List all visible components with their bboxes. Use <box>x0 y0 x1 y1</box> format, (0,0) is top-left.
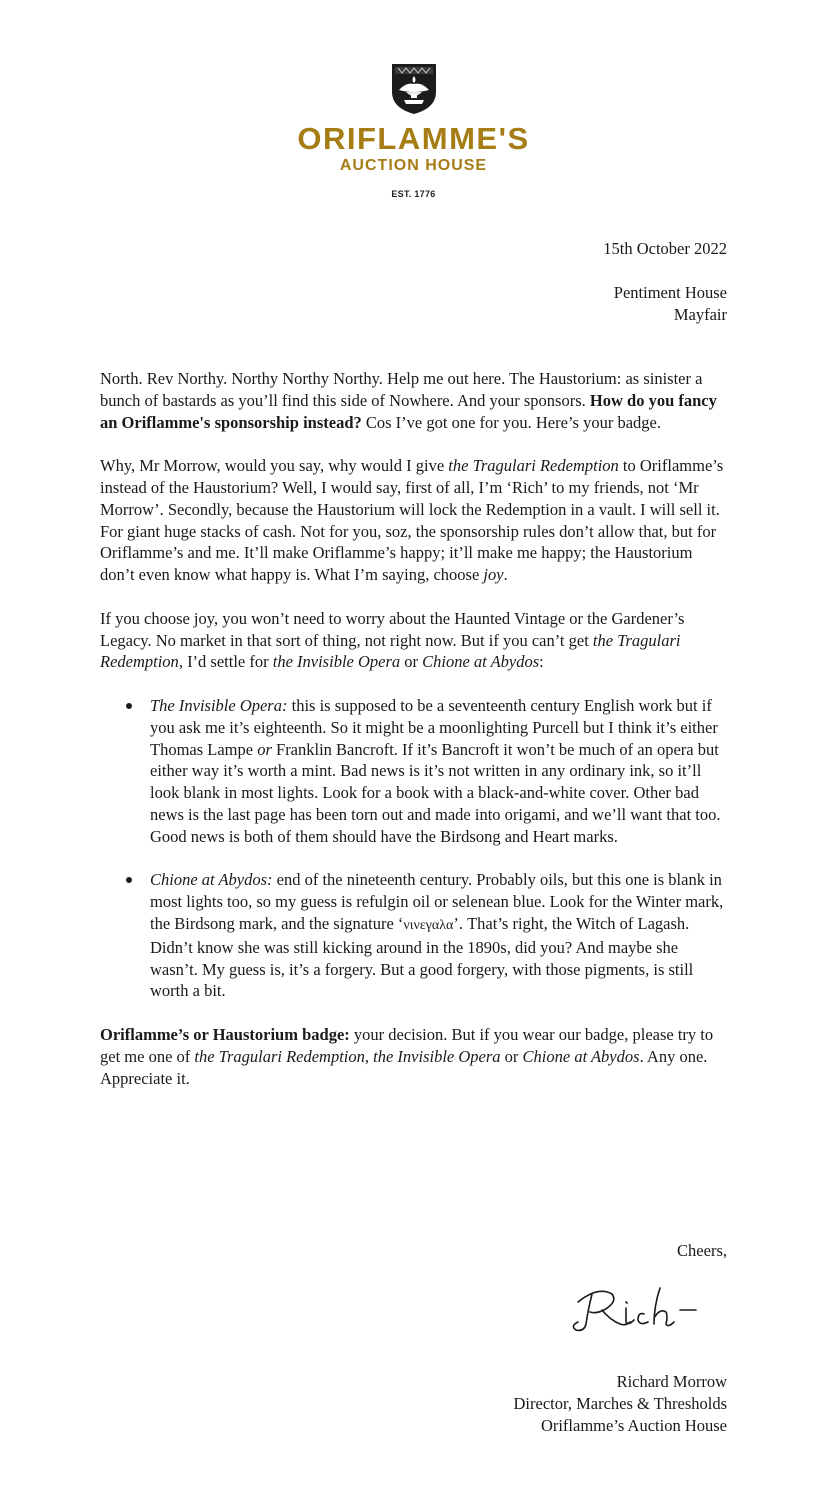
signatory-title: Director, Marches & Thresholds <box>513 1394 727 1413</box>
paragraph-text: . Any one. Appreciate it. <box>100 1046 708 1088</box>
letter-date: 15th October 2022 <box>603 239 727 258</box>
paragraph-text: or <box>400 652 423 672</box>
italic-text: Chione at Abydos <box>422 652 540 672</box>
established-year: EST. 1776 <box>391 189 436 199</box>
italic-text: Chione at Abydos <box>522 1046 640 1066</box>
address-block <box>614 282 727 326</box>
bullet-list <box>100 695 730 1002</box>
paragraph-text: . <box>503 565 508 585</box>
signatory-block <box>514 1371 727 1437</box>
bullet-item-invisible-opera <box>150 695 730 848</box>
bullet-dot-icon <box>126 703 132 709</box>
letter-body <box>100 368 730 1111</box>
paragraph-text: , <box>364 1046 374 1066</box>
paragraph-text: to Oriflamme’s instead of the Haustorium? Well, I would say, first of all, I’m ‘Rich’ to my friends, not ‘Mr Morrow’. Secondly, because the Haustorium will lock the Redemption in a vault. I will sell it. For giant huge stacks of cash. Not for you, soz, the sponsorship rules don’t allow that, but for Oriflamme’s and me. It’ll make Oriflamme’s happy; it’ll make me happy; the Haustorium don’t even know what happy is. What I’m saying, choose <box>100 456 724 585</box>
signatory-name: Richard Morrow <box>616 1372 727 1391</box>
paragraph-text: your decision. But if you wear our badge, please try to get me one of <box>100 1024 714 1066</box>
italic-text: the Invisible Opera <box>272 652 401 672</box>
crest-lamp-icon <box>390 62 438 116</box>
paragraph-text: , I’d settle for <box>178 652 273 672</box>
paragraph-text: Cos I’ve got one for you. Here’s your badge. <box>361 412 661 432</box>
bold-text: How do you fancy an Oriflamme's sponsorship instead? <box>100 390 717 432</box>
bullet-dot-icon <box>126 877 132 883</box>
signatory-company: Oriflamme’s Auction House <box>540 1416 727 1435</box>
italic-text: Chione at Abydos: <box>150 870 273 890</box>
address-line-1: Pentiment House <box>613 283 727 302</box>
paragraph-text: Franklin Bancroft. If it’s Bancroft it won’t be much of an opera but either way it’s worth a mint. Bad news is it’s not written in any ordinary ink, so it’ll look blank in most lights. Look for a book with a black-and-white cover. Other bad news is the last page has been torn out and made into origami, and we’ll want that too. Good news is both of them should have the Birdsong and Heart marks. <box>150 739 721 846</box>
paragraph-text: North. Rev Northy. Northy Northy Northy. Help me out here. The Haustorium: as sinister a bunch of bastards as you’ll find this side of Nowhere. And your sponsors. <box>100 369 703 410</box>
address-line-2: Mayfair <box>673 305 727 324</box>
italic-text: or <box>257 739 272 759</box>
paragraph-4 <box>100 1024 730 1089</box>
italic-text: The Invisible Opera: <box>150 695 288 715</box>
company-subtitle: AUCTION HOUSE <box>339 157 488 174</box>
paragraph-text: this is supposed to be a seventeenth century English work but if you ask me it’s eighteenth. So it might be a moonlighting Purcell but I think it’s either Thomas Lampe <box>150 695 718 759</box>
company-name: ORIFLAMME'S <box>297 121 530 156</box>
italic-text: the Tragulari Redemption <box>100 630 681 672</box>
italic-text: the Invisible Opera <box>373 1046 501 1066</box>
italic-text: joy <box>483 565 504 585</box>
paragraph-1 <box>100 368 730 433</box>
greek-signature-text: νινεγαλα <box>403 917 454 933</box>
bold-text: Oriflamme’s or Haustorium badge: <box>100 1024 350 1044</box>
paragraph-text: : <box>539 652 544 672</box>
paragraph-3 <box>100 608 730 673</box>
bullet-item-chione-at-abydos <box>150 869 730 1002</box>
italic-text: the Tragulari Redemption <box>448 456 619 476</box>
letterhead <box>0 62 827 199</box>
paragraph-text: Why, Mr Morrow, would you say, why would I give <box>100 456 449 476</box>
paragraph-text: If you choose joy, you won’t need to worry about the Haunted Vintage or the Gardener’s Legacy. No market in that sort of thing, not right now. But if you can’t get <box>100 608 685 650</box>
closing-line: Cheers, <box>677 1241 727 1260</box>
paragraph-text: or <box>500 1046 523 1066</box>
paragraph-2 <box>100 455 730 586</box>
paragraph-text: ’. That’s right, the Witch of Lagash. Didn’t know she was still kicking around in the 1890s, did you? And maybe she wasn’t. My guess is, it’s a forgery. But a good forgery, with those pigments, is still worth a bit. <box>150 913 694 1001</box>
paragraph-text: end of the nineteenth century. Probably oils, but this one is blank in most lights too, so my guess is refulgin oil or selenean blue. Look for the Winter mark, the Birdsong mark, and the signature ‘ <box>150 870 724 933</box>
italic-text: the Tragulari Redemption <box>194 1046 365 1066</box>
handwritten-signature <box>568 1280 708 1338</box>
